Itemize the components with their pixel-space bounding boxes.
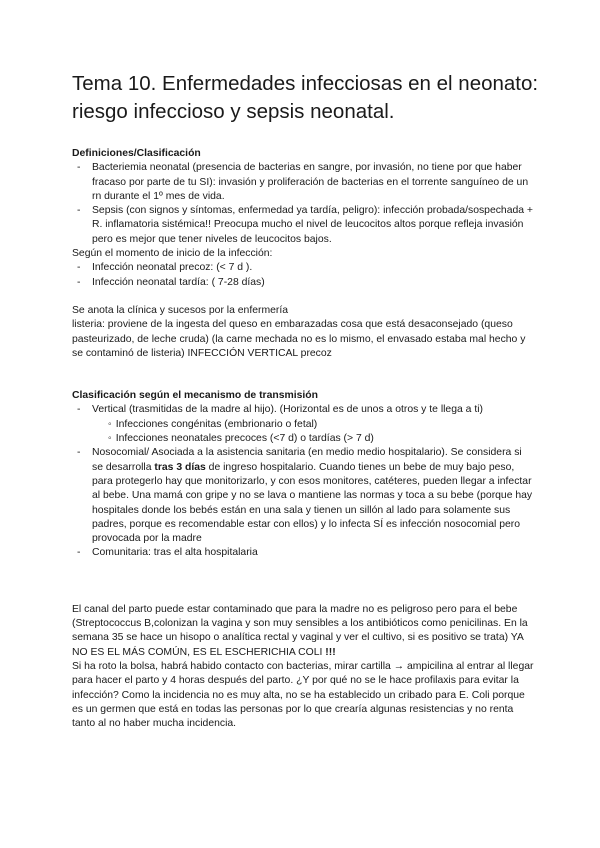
list-item: - Bacteriemia neonatal (presencia de bacterias en sangre, por invasión, no tiene por que haber fracaso por parte de tu SI): invasión y proliferación de bacterias en el torrente sanguíneo de un rn durante el 1º mes de vida. [72,161,534,204]
nosocomial-bold: tras 3 días [154,461,206,473]
document-title: Tema 10. Enfermedades infecciosas en el neonato: riesgo infeccioso y sepsis neonatal. [72,72,539,123]
document-body [72,147,534,731]
sub-item [108,418,534,432]
nota-line-2: listeria: proviene de la ingesta del queso en embarazadas cosa que está desaconsejado (queso pasteurizado, de leche cruda) (la carne mechada no es lo mismo, el envasado estaba mal hecho y se contaminó de listeria) INFECCIÓN VERTICAL precoz [72,319,526,359]
sub-item [108,432,534,446]
final-text-1: El canal del parto puede estar contaminado que para la madre no es peligroso pero para el bebe (Streptococcus B,colonizan la vagina y son muy sensibles a los antibióticos como penicilinas. En la semana 35 se hace un hisopo o analítica rectal y vaginal y ver el cultivo, si es positivo se trata) YA NO ES EL MÁS COMÚN, ES EL ESCHERICHIA COLI [72,603,528,658]
list-item: - Infección neonatal precoz: (< 7 d ). [72,261,534,275]
circle-bullet-icon: ◦ [108,433,112,445]
momento-list [72,261,534,290]
nota-line-1: Se anota la clínica y sucesos por la enfermería [72,304,289,316]
nosocomial-text-a: Nosocomial/ Asociada a la asistencia sanitaria (en medio medio hospitalario). Se considera si se desarrolla [92,447,522,473]
circle-bullet-icon: ◦ [108,418,112,430]
list-item: - Sepsis (con signos y síntomas, enfermedad ya tardía, peligro): infección probada/sospechada + R. inflamatoria sistémica!! Preocupa mucho el nivel de leucocitos altos porque refleja invasión pero es mejor que tener niveles de leucocitos bajos. [72,204,534,247]
momento-intro: Según el momento de inicio de la infección: [72,248,273,260]
final-bold: !!! [325,646,336,658]
nosocomial-text-b: de ingreso hospitalario. Cuando tienes un bebe de muy bajo peso, para protegerlo hay que monitorizarlo, y con esos monitores, catéteres, pueden llegar a infectar al bebe. Una mamá con gripe y no se lava o mantiene las normas y toca a su bebe (porque hay hospitales donde los bebés están en una sala y tienen un sillón al lado para solamente sus padres, porque es recomendable estar con ellos) y lo infecta SÍ es infección nosocomial pero provocada por la madre [92,461,533,545]
transmision-list [72,403,534,560]
sub-item-text: Infecciones congénitas (embrionario o fetal) [115,418,318,430]
list-item-vertical [72,403,534,446]
sub-item-text: Infecciones neonatales precoces (<7 d) o tardías (> 7 d) [115,433,374,445]
list-item-comunitaria: - Comunitaria: tras el alta hospitalaria [72,546,534,560]
vertical-text: Vertical (trasmitidas de la madre al hijo). (Horizontal es de unos a otros y te llega a ti) [92,404,483,416]
definiciones-list [72,161,534,247]
final-paragraph-2: Si ha roto la bolsa, habrá habido contacto con bacterias, mirar cartilla → ampicilina al entrar al llegar para hacer el parto y 4 horas después del parto. ¿Y por qué no se le hace profilaxis para evitar la infección? Como la incidencia no es muy alta, no se ha establecido un cribado para E. Coli porque es un germen que está en todas las personas por lo que crearía algunas resistencias y no renta tanto al no haber mucha incidencia. [72,660,534,730]
list-item: - Infección neonatal tardía: ( 7-28 días) [72,276,534,290]
definiciones-heading: Definiciones/Clasificación [72,148,201,159]
transmision-heading: Clasificación según el mecanismo de transmisión [72,390,318,402]
final-paragraph-1 [72,603,534,660]
list-item-nosocomial [72,446,534,546]
